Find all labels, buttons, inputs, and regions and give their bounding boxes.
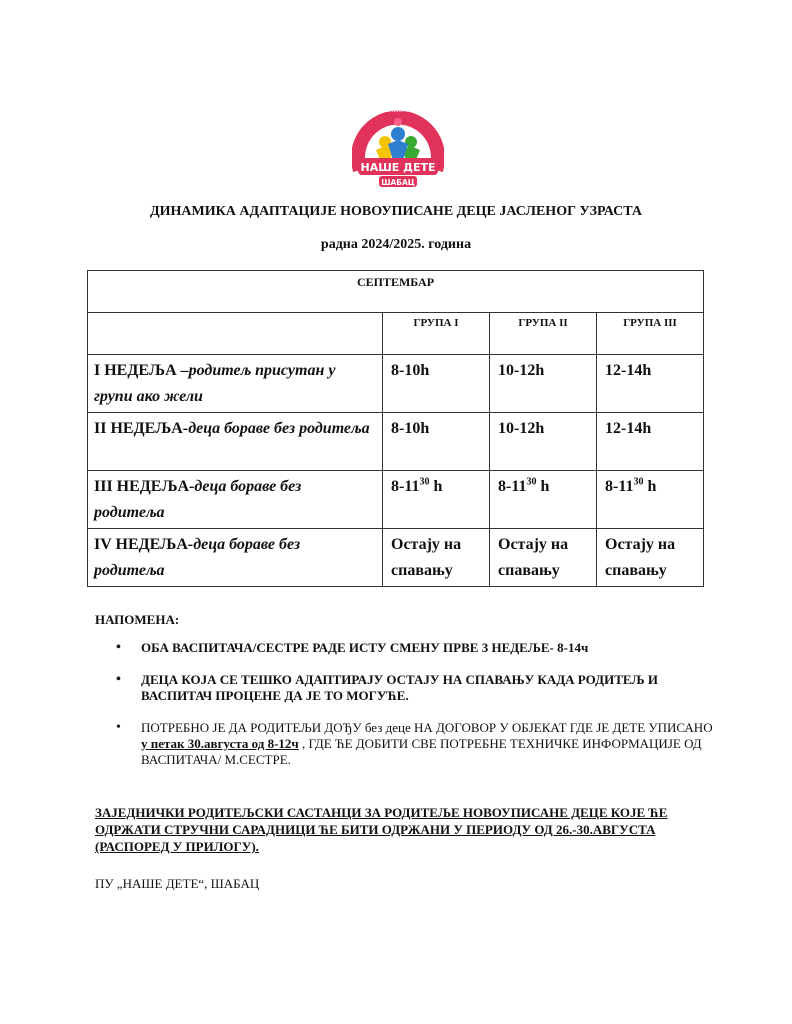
table-row xyxy=(88,413,704,471)
week-description: -деца бораве без родитеља xyxy=(94,536,301,579)
signature: ПУ „НАШЕ ДЕТЕ“, ШАБАЦ xyxy=(95,876,260,891)
note-text: , ГДЕ ЋЕ ДОБИТИ СВЕ ПОТРЕБНЕ ТЕХНИЧКЕ ИНФОРМАЦИЈЕ ОД ВАСПИТАЧА/ М.СЕСТРЕ. xyxy=(141,736,702,767)
school-year: радна 2024/2025. година xyxy=(320,237,472,252)
week-number: II НЕДЕЉА xyxy=(94,420,183,437)
time-base: 8-11 xyxy=(391,478,420,495)
week-label xyxy=(88,413,383,471)
group-1-time: 8-10h xyxy=(383,355,490,413)
empty-header-cell xyxy=(88,313,383,355)
note-text: ОБА ВАСПИТАЧА/СЕСТРЕ РАДЕ ИСТУ СМЕНУ ПРВЕ 3 НЕДЕЉЕ- 8-14ч xyxy=(141,640,589,655)
adaptation-schedule-table xyxy=(87,270,704,587)
week-description: –родитељ присутан у групи ако жели xyxy=(94,362,336,405)
group-2-header: ГРУПА II xyxy=(490,313,597,355)
group-1-time xyxy=(383,471,490,529)
bullet-icon: • xyxy=(116,672,121,687)
table-row xyxy=(88,355,704,413)
note-list xyxy=(95,640,715,784)
time-base: 8-11 xyxy=(605,478,634,495)
note-text: ДЕЦА КОЈА СЕ ТЕШКО АДАПТИРАЈУ ОСТАЈУ НА СПАВАЊУ КАДА РОДИТЕЉ И ВАСПИТАЧ ПРОЦЕНЕ ДА ЈЕ ТО МОГУЋЕ. xyxy=(141,672,658,703)
list-item xyxy=(95,672,715,704)
group-1-header: ГРУПА I xyxy=(383,313,490,355)
list-item xyxy=(95,720,715,768)
time-unit: h xyxy=(643,478,657,495)
meeting-date: у петак 30.августа од 8-12ч xyxy=(141,736,299,751)
group-2-time: Остају на спавању xyxy=(490,529,597,587)
week-label xyxy=(88,355,383,413)
group-3-header: ГРУПА III xyxy=(597,313,704,355)
week-description: -деца бораве без родитеља xyxy=(182,420,370,437)
list-item xyxy=(95,640,715,656)
note-label: НАПОМЕНА: xyxy=(95,612,180,627)
table-row xyxy=(88,471,704,529)
week-number: III НЕДЕЉА xyxy=(94,478,190,495)
group-3-time: 12-14h xyxy=(597,355,704,413)
logo-top-text: ПРЕДШКОЛСКА УСТАНОВА xyxy=(362,108,434,114)
group-1-time: Остају на спавању xyxy=(383,529,490,587)
joint-meetings-notice: ЗАЈЕДНИЧКИ РОДИТЕЉСКИ САСТАНЦИ ЗА РОДИТЕЉЕ НОВОУПИСАНЕ ДЕЦЕ КОЈЕ ЋЕ ОДРЖАТИ СТРУЧНИ САРАДНИЦИ ЋЕ БИТИ ОДРЖАНИ У ПЕРИОДУ ОД 26.-30.АВГУСТА (РАСПОРЕД У ПРИЛОГУ). xyxy=(95,805,668,854)
week-description: -деца бораве без родитеља xyxy=(94,478,302,521)
group-3-time: Остају на спавању xyxy=(597,529,704,587)
week-number: I НЕДЕЉА xyxy=(94,362,177,379)
time-minutes: 30 xyxy=(633,476,644,488)
time-unit: h xyxy=(429,478,443,495)
logo-name: НАШЕ ДЕТЕ xyxy=(360,161,436,174)
bullet-icon: • xyxy=(116,720,121,735)
group-3-time xyxy=(597,471,704,529)
note-text: ПОТРЕБНО ЈЕ ДА РОДИТЕЉИ ДОЂУ без деце НА ДОГОВОР У ОБЈЕКАТ ГДЕ ЈЕ ДЕТЕ УПИСАНО xyxy=(141,720,713,735)
week-label xyxy=(88,471,383,529)
group-2-time xyxy=(490,471,597,529)
time-minutes: 30 xyxy=(526,476,537,488)
group-3-time: 12-14h xyxy=(597,413,704,471)
table-row xyxy=(88,529,704,587)
institution-logo xyxy=(352,100,444,190)
bullet-icon: • xyxy=(116,640,121,655)
group-2-time: 10-12h xyxy=(490,413,597,471)
document-title: ДИНАМИКА АДАПТАЦИЈЕ НОВОУПИСАНЕ ДЕЦЕ ЈАСЛЕНОГ УЗРАСТА xyxy=(149,204,643,219)
time-unit: h xyxy=(536,478,550,495)
month-header: СЕПТЕМБАР xyxy=(88,271,704,313)
group-2-time: 10-12h xyxy=(490,355,597,413)
time-base: 8-11 xyxy=(498,478,527,495)
logo-city: ШАБАЦ xyxy=(381,178,415,187)
time-minutes: 30 xyxy=(419,476,430,488)
week-number: IV НЕДЕЉА xyxy=(94,536,188,553)
week-label xyxy=(88,529,383,587)
group-1-time: 8-10h xyxy=(383,413,490,471)
